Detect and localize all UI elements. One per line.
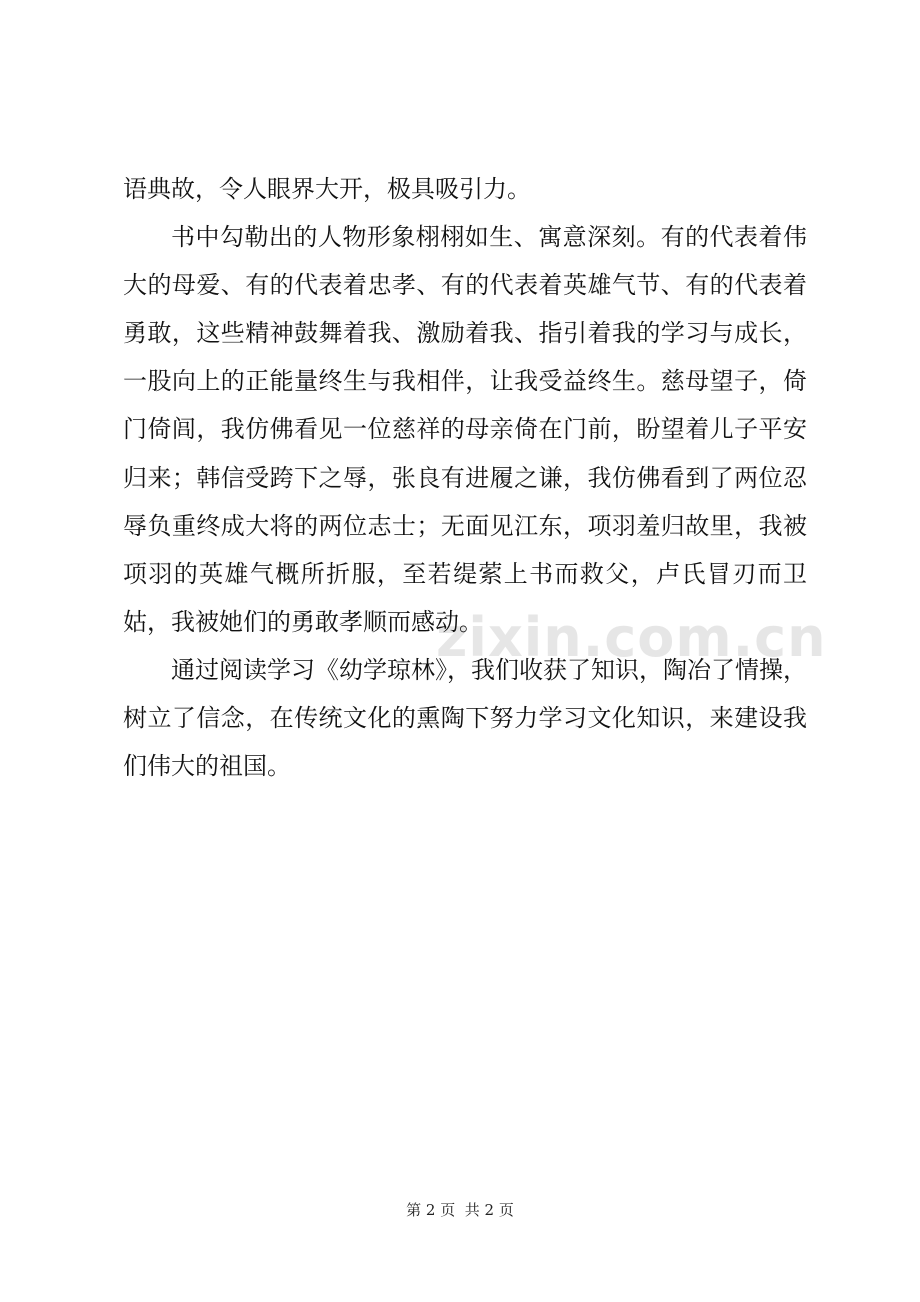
paragraph-2: 书中勾勒出的人物形象栩栩如生、寓意深刻。有的代表着伟大的母爱、有的代表着忠孝、有的代表着英雄气节、有的代表着勇敢，这些精神鼓舞着我、激励着我、指引着我的学习与成长，一股向上的正能量终生与我相伴，让我受益终生。慈母望子，倚门倚闾，我仿佛看见一位慈祥的母亲倚在门前，盼望着儿子平安归来；韩信受跨下之辱，张良有进履之谦，我仿佛看到了两位忍辱负重终成大将的两位志士；无面见江东，项羽羞归故里，我被项羽的英雄气概所折服，至若缇萦上书而救父，卢氏冒刃而卫姑，我被她们的勇敢孝顺而感动。: [123, 223, 807, 636]
document-body: [123, 165, 807, 790]
paragraph-1: 语典故，令人眼界大开，极具吸引力。: [123, 175, 531, 203]
watermark: zixin.com.cn: [436, 606, 827, 669]
page-footer: 第 2 页 共 2 页: [406, 1201, 514, 1219]
paragraph-3: 通过阅读学习《幼学琼林》，我们收获了知识，陶冶了情操，树立了信念，在传统文化的熏陶下努力学习文化知识，来建设我们伟大的祖国。: [123, 655, 807, 781]
